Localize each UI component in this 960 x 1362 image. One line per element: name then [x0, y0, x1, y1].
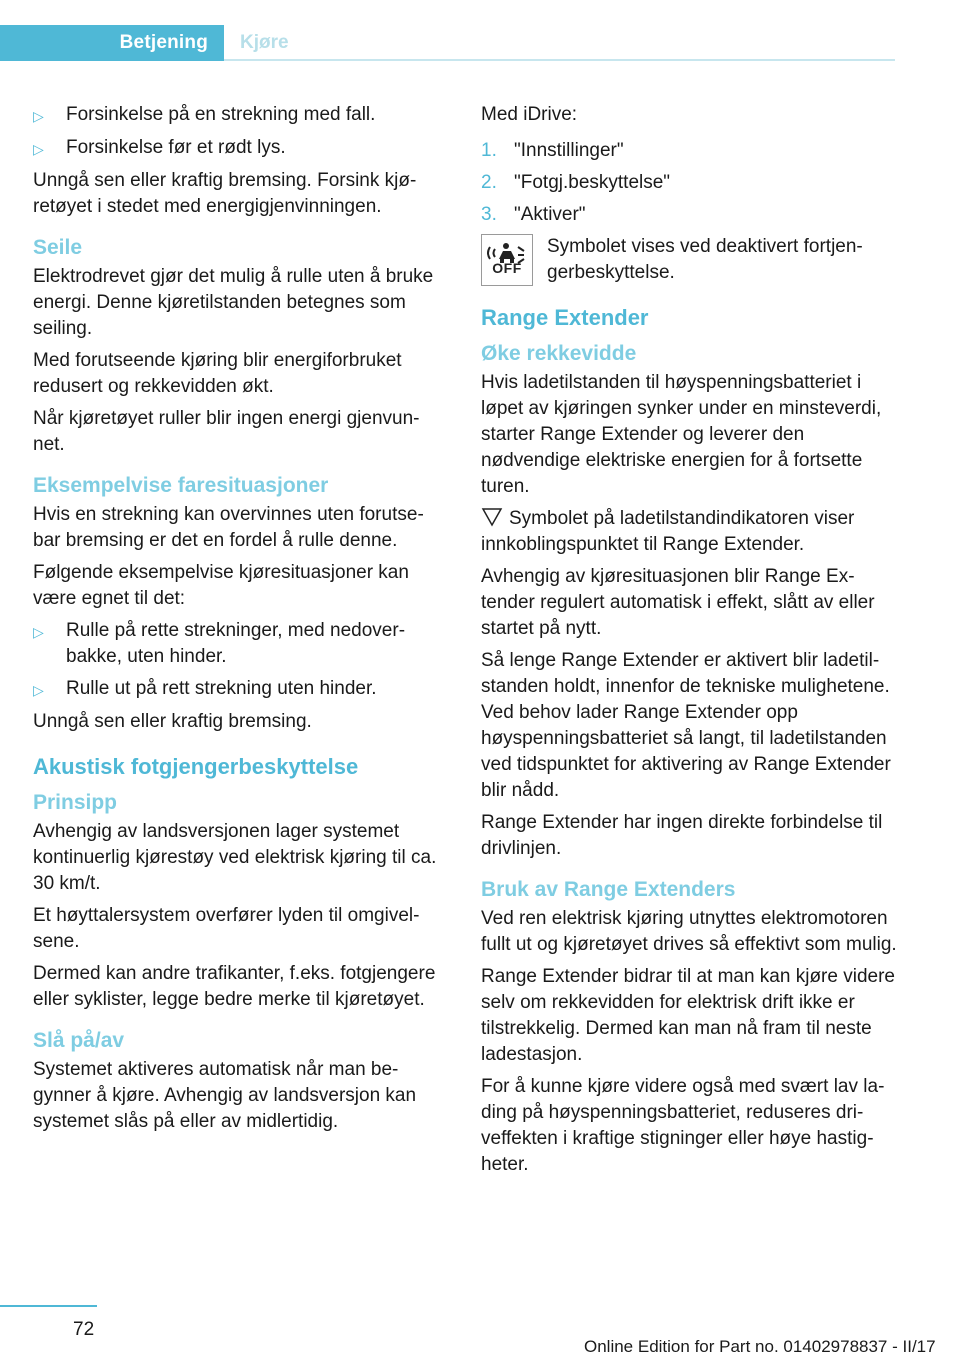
paragraph: Når kjøretøyet ruller blir ingen energi gjenvunnet.	[33, 408, 420, 455]
right-column	[481, 102, 897, 1184]
list-item	[33, 102, 443, 129]
numbered-step	[481, 138, 897, 164]
paragraph: Ved ren elektrisk kjøring utnyttes elektromotoren fullt ut og kjøretøyet drives så effektivt som mulig.	[481, 908, 897, 955]
page-number: 72	[73, 1319, 95, 1340]
paragraph: Elektrodrevet gjør det mulig å rulle uten å bruke energi. Denne kjøretilstanden betegnes som seiling.	[33, 266, 434, 339]
paragraph: Range Extender bidrar til at man kan kjøre videre selv om rekkevidden for elektrisk drift ikke er tilstrekkelig. Dermed kan man nå fram til neste ladestasjon.	[481, 966, 895, 1065]
paragraph: Med forutseende kjøring blir energiforbruket redusert og rekkevidden økt.	[33, 350, 402, 397]
off-label: OFF	[492, 260, 522, 276]
paragraph: Et høyttalersystem overfører lyden til omgivelsene.	[33, 905, 420, 952]
list-item-text: Rulle på rette strekninger, med nedoverbakke, uten hinder.	[66, 620, 406, 667]
paragraph: Range Extender har ingen direkte forbindelse til drivlinjen.	[481, 812, 883, 859]
step-number: 1.	[481, 140, 497, 161]
heading-eksempelvise: Eksempelvise faresituasjoner	[33, 474, 329, 497]
paragraph: Systemet aktiveres automatisk når man begynner å kjøre. Avhengig av landsversjon kan systemet slås på eller av midlertidig.	[33, 1059, 417, 1132]
paragraph: Unngå sen eller kraftig bremsing.	[33, 711, 312, 732]
heading-bruk-av-range-extenders: Bruk av Range Extenders	[481, 878, 736, 901]
paragraph-text: Symbolet på ladetilstandindikatoren viser innkoblingspunktet til Range Extender.	[481, 508, 855, 555]
list-item	[33, 676, 443, 703]
paragraph: For å kunne kjøre videre også med svært lav lading på høyspenningsbatteriet, reduseres driveffekten i kraftige stigninger eller høye hastigheter.	[481, 1076, 885, 1175]
triangle-bullet-icon: ▷	[33, 682, 44, 698]
header-tabs	[0, 25, 895, 61]
numbered-step	[481, 170, 897, 196]
paragraph: Avhengig av landsversjonen lager systemet kontinuerlig kjørestøy ved elektrisk kjøring til ca. 30 km/t.	[33, 821, 437, 894]
tab-betjening	[0, 25, 224, 61]
step-text: "Fotgj.beskyttelse"	[514, 172, 671, 193]
paragraph: Hvis ladetilstanden til høyspenningsbatteriet i løpet av kjøringen synker under en minsteverdi, starter Range Extender og leverer den nødvendige elektriske energien for å fortsette turen.	[481, 372, 882, 497]
edition-note: Online Edition for Part no. 01402978837 - II/17	[584, 1337, 936, 1356]
paragraph: Unngå sen eller kraftig bremsing. Forsink kjøretøyet i stedet med energigjenvinningen.	[33, 170, 417, 217]
numbered-step	[481, 202, 897, 228]
step-text: "Innstillinger"	[514, 140, 624, 161]
list-item-text: Forsinkelse på en strekning med fall.	[66, 104, 376, 125]
triangle-bullet-icon: ▷	[33, 141, 44, 157]
paragraph: Dermed kan andre trafikanter, f.eks. fotgjengere eller syklister, legge bedre merke til kjøretøyet.	[33, 963, 436, 1010]
list-item	[33, 135, 443, 162]
range-extender-marker-icon	[481, 507, 503, 527]
list-item	[33, 618, 443, 670]
header-divider	[224, 59, 895, 61]
symbol-note-text: Symbolet vises ved deaktivert fortjengerbeskyttelse.	[547, 236, 863, 283]
heading-range-extender: Range Extender	[481, 305, 649, 330]
step-text: "Aktiver"	[514, 204, 586, 225]
tab-betjening-label: Betjening	[119, 32, 208, 53]
heading-prinsipp: Prinsipp	[33, 791, 118, 814]
footer-divider	[0, 1305, 97, 1307]
paragraph	[481, 506, 897, 558]
symbol-note	[481, 234, 897, 286]
heading-akustisk: Akustisk fotgjengerbeskyttelse	[33, 754, 359, 779]
list-item-text: Forsinkelse før et rødt lys.	[66, 137, 286, 158]
paragraph: Avhengig av kjøresituasjonen blir Range Extender regulert automatisk i effekt, slått av eller startet på nytt.	[481, 566, 875, 639]
paragraph: Med iDrive:	[481, 104, 578, 125]
heading-oke-rekkevidde: Øke rekkevidde	[481, 342, 637, 365]
left-column	[33, 102, 443, 1141]
paragraph: Så lenge Range Extender er aktivert blir ladetilstanden holdt, innenfor de tekniske mulighetene. Ved behov lader Range Extender opp høyspenningsbatteriet så langt, til ladetilstanden ved tidspunktet for aktivering av Range Extender blir nådd.	[481, 650, 891, 801]
list-item-text: Rulle ut på rett strekning uten hinder.	[66, 678, 377, 699]
paragraph: Hvis en strekning kan overvinnes uten forutsebar bremsing er det en fordel å rulle denne.	[33, 504, 424, 551]
triangle-bullet-icon: ▷	[33, 108, 44, 124]
triangle-bullet-icon: ▷	[33, 624, 44, 640]
step-number: 2.	[481, 172, 497, 193]
heading-sla-pa-av: Slå på/av	[33, 1029, 125, 1052]
paragraph: Følgende eksempelvise kjøresituasjoner kan være egnet til det:	[33, 562, 409, 609]
step-number: 3.	[481, 204, 497, 225]
tab-kjore: Kjøre	[240, 32, 289, 53]
heading-seile: Seile	[33, 236, 83, 259]
pedestrian-protection-off-icon	[481, 234, 533, 286]
